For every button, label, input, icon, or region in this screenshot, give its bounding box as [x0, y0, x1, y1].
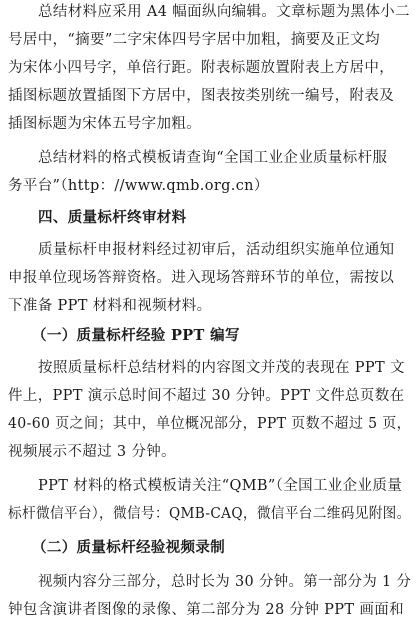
paragraph-line: 号居中，“摘要”二字宋体四号字居中加粗，摘要及正文均	[8, 32, 380, 48]
paragraph-line: 件上，PPT 演示总时间不超过 30 分钟。PPT 文件总页数在	[8, 388, 405, 404]
paragraph-line: 务平台”（http：//www.qmb.org.cn）	[8, 178, 269, 194]
paragraph-line: 插图标题为宋体五号字加粗。	[8, 116, 202, 132]
paragraph-line: 视频内容分三部分，总时长为 30 分钟。第一部分为 1 分	[38, 574, 412, 590]
paragraph-line: 总结材料的格式模板请查询“全国工业企业质量标杆服	[38, 150, 388, 166]
paragraph-line: PPT 材料的格式模板请关注“QMB”（全国工业企业质量	[38, 478, 403, 494]
paragraph-line: 插图标题放置插图下方居中，图表按类别统一编号，附表及	[8, 88, 395, 104]
paragraph-line: 按照质量标杆总结材料的内容图文并茂的表现在 PPT 文	[38, 360, 405, 376]
paragraph-line: 标杆微信平台），微信号：QMB-CAQ，微信平台二维码见附图。	[8, 506, 411, 522]
paragraph-line: 总结材料应采用 A4 幅面纵向编辑。文章标题为黑体小二	[38, 4, 410, 20]
subsection-heading: （二）质量标杆经验视频录制	[32, 539, 226, 556]
paragraph-line: 申报单位现场答辩资格。进入现场答辩环节的单位，需按以	[8, 270, 395, 286]
section-heading: 四、质量标杆终审材料	[38, 210, 187, 226]
paragraph-line: 为宋体小四号字，单倍行距。附表标题放置附表上方居中，	[8, 60, 395, 76]
subsection-heading: （一）质量标杆经验 PPT 编写	[32, 327, 240, 344]
paragraph-line: 钟包含演讲者图像的录像、第二部分为 28 分钟 PPT 画面和	[8, 602, 404, 618]
paragraph-line: 下准备 PPT 材料和视频材料。	[8, 298, 212, 314]
paragraph-line: 视频展示不超过 3 分钟。	[8, 444, 176, 460]
paragraph-line: 质量标杆申报材料经过初审后，活动组织实施单位通知	[38, 242, 395, 258]
paragraph-line: 40-60 页之间；其中，单位概况部分，PPT 页数不超过 5 页，	[8, 416, 412, 432]
